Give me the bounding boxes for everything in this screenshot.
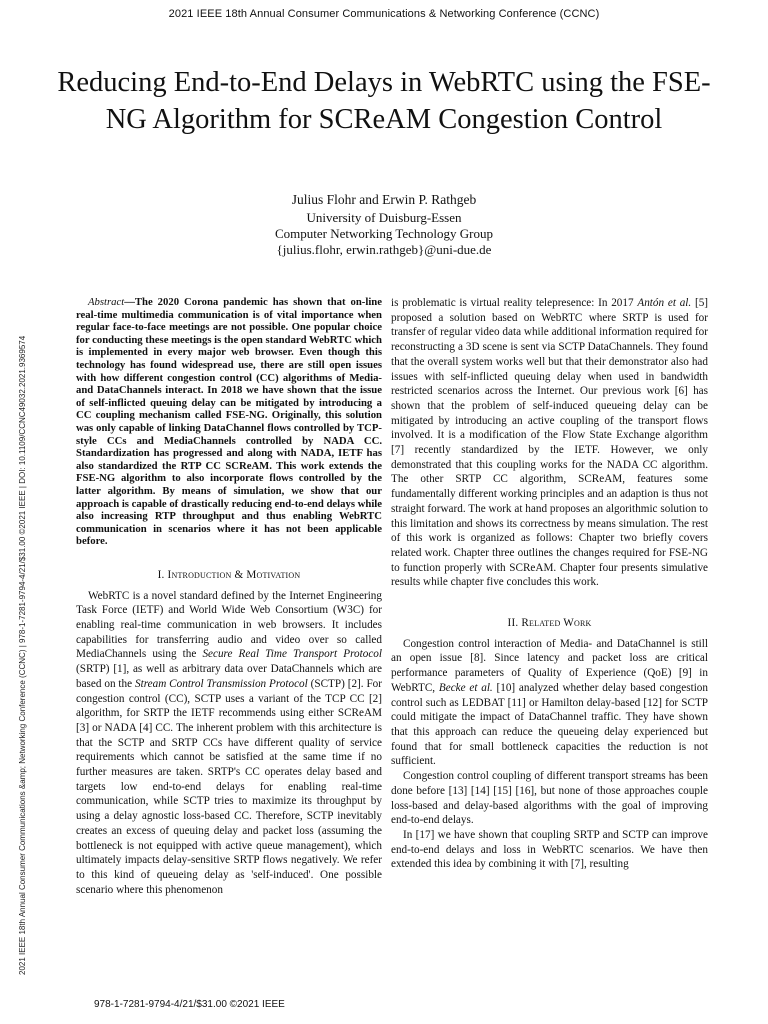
intro-paragraph: WebRTC is a novel standard defined by the Internet Engineering Task Force (IETF) and World Wide Web Consortium (W3C) for enabling real-time communication in web browsers. It includes capabilities for transferring audio and video over so called MediaChannels using the Secure Real Time Transport Protocol (SRTP) [1], as well as arbitrary data over DataChannels which are based on the Stream Control Transmission Protocol (SCTP) [2]. For congestion control (CC), SCTP uses a variant of the TCP CC [2] algorithm, for SRTP the IETF recommends using either SCReAM [3] or NADA [4] CC. The inherent problem with this architecture is that the SCTP and SRTP CCs have different quality of service requirements which cannot be satisfied at the same time if no further measures are taken. SRTP's CC operates delay based and targets low end-to-end delays for enabling real-time communication, while SCTP tries to maximize its throughput by using a delay agnostic loss-based CC. Therefore, SCTP inevitably creates an excess of queuing delay and packet loss (assuming the bottleneck is not equipped with active queue management), which ultimately impacts delay-sensitive SRTP flows negatively. We refer to this kind of queueing delay as 'self-induced'. One possible scenario where this phenomenon bbox=[76, 589, 383, 896]
section-heading-related-work: II. Related Work bbox=[507, 617, 592, 630]
column-left bbox=[76, 296, 382, 897]
abstract-text: —The 2020 Corona pandemic has shown that on-line real-time multimedia communication is of vital importance when regular face-to-face meetings are not possible. One popular choice for conducting these meetings is the open standard WebRTC which is implemented in every major web browser. Even though this technology has found widespread use, there are still open issues with how different congestion control (CC) algorithms of Media- and DataChannels interact. In 2018 we have shown that the issue of self-inflicted queuing delay can be mitigated by introducing a CC coupling mechanism called FSE-NG. Originally, this solution was only capable of linking DataChannel flows controlled by TCP-style CCs and MediaChannels controlled by NADA CC. Standardization has progressed and along with NADA, IETF has also standardized the RTP CC SCReAM. This work extends the FSE-NG algorithm to also incorporate flows controlled by the latter algorithm. By means of simulation, we show that our approach is capable of drastically reducing end-to-end delays while also increasing RTP throughput and thus enabling WebRTC communication in scenarios where it has not been applicable before. bbox=[76, 296, 382, 548]
section-heading-introduction: I. Introduction & Motivation bbox=[157, 568, 301, 581]
paper-title: Reducing End-to-End Delays in WebRTC using the FSE-NG Algorithm for SCReAM Congestion Control bbox=[57, 67, 711, 135]
related-work-paragraph-3: In [17] we have shown that coupling SRTP and SCTP can improve end-to-end delays and loss in WebRTC scenarios. We have then extended this idea by combining it with [7], resulting bbox=[391, 828, 708, 871]
copyright-footer: 978-1-7281-9794-4/21/$31.00 ©2021 IEEE bbox=[94, 999, 285, 1010]
author-email: {julius.flohr, erwin.rathgeb}@uni-due.de bbox=[276, 242, 492, 257]
abstract bbox=[76, 296, 382, 548]
related-work-paragraph-2: Congestion control coupling of different transport streams has been done before [13] [14] [15] [16], but none of those approaches couple loss-based and delay-based algorithms with the goal of improving end-to-end delays. bbox=[391, 770, 708, 827]
intro-paragraph-continued: is problematic is virtual reality telepresence: In 2017 Antón et al. [5] proposed a solution based on WebRTC where SRTP is used for transfer of regular video data while additional information required for reconstructing a 3D scene is sent via SCTP DataChannels. They found that the overall system works well but that their demonstrator also had issues with self-inflicted queuing delay when used in bandwidth restricted scenarios across the Internet. Our previous work [6] has shown that the problem of self-induced queueing delay can be mitigated by introducing an active coupling of the transport flows involved. It is a modification of the Flow State Exchange algorithm [7] recently standardized by the IETF. However, we only demonstrated that this coupling works for the NADA CC algorithm. The other SRTP CC algorithm, SCReAM, features some fundamentally different working principles and an adaption is thus not straight forward. The work at hand proposes an algorithmic solution to this limitation and shows its correctness by means simulation. The rest of this work is organized as follows: Chapter two briefly covers related work. Chapter three outlines the changes required for FSE-NG to function properly with SCReAM. Chapter four presents simulative results while chapter five concludes this work. bbox=[391, 297, 709, 589]
abstract-lead: Abstract bbox=[88, 296, 125, 308]
conference-header: 2021 IEEE 18th Annual Consumer Communications & Networking Conference (CCNC) bbox=[168, 8, 600, 20]
related-work-paragraph-1: Congestion control interaction of Media- and DataChannel is still an open issue [8]. Since latency and packet loss are critical performance parameters of Quality of Experience (QoE) [9] in WebRTC, Becke et al. [10] analyzed whether delay based congestion control such as LEDBAT [11] or Hamilton delay-based [12] for SCTP could mitigate the impact of DataChannel traffic. They have shown that this approach can reduce the queueing delay experienced but found that for small bottleneck capacities the reduction is not sufficient. bbox=[391, 637, 708, 768]
author-names: Julius Flohr and Erwin P. Rathgeb bbox=[291, 192, 477, 207]
sidebar-doi-strip: 2021 IEEE 18th Annual Consumer Communications &amp; Networking Conference (CCNC) | 978-1-7281-9794-4/21/$31.00 ©2021 IEEE | DOI: 10.1109/CCNC49032.2021.9369574 bbox=[18, 335, 27, 975]
column-right bbox=[391, 296, 708, 872]
author-block bbox=[0, 192, 768, 258]
affiliation-group: Computer Networking Technology Group bbox=[274, 226, 493, 241]
affiliation-university: University of Duisburg-Essen bbox=[306, 210, 462, 225]
